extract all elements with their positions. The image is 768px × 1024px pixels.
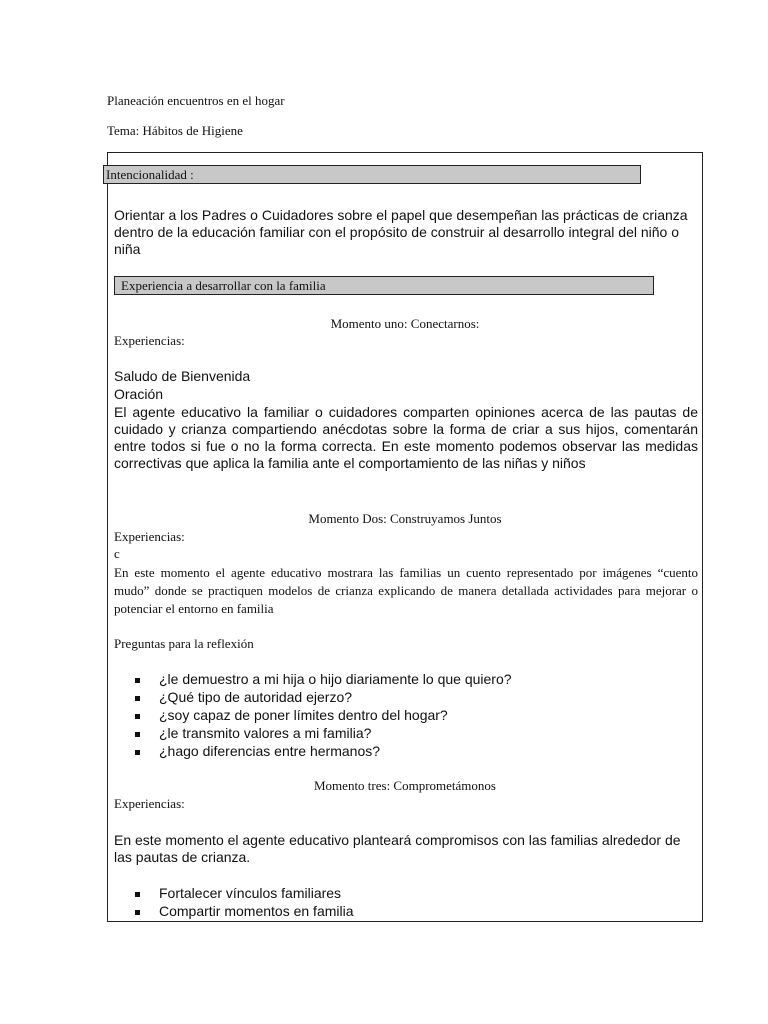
bullet-icon xyxy=(135,678,140,683)
preguntas-label: Preguntas para la reflexión xyxy=(114,636,254,651)
momento-dos-text: En este momento el agente educativo mostrara las familias un cuento representado por imágenes “cuento mudo” donde se practiquen modelos de crianza explicando de manera detallada actividades para mejorar o potenciar el entorno en familia xyxy=(114,565,698,616)
momento-tres-experiencias-label: Experiencias: xyxy=(114,796,185,811)
bullet-icon xyxy=(135,750,140,755)
bullet-icon xyxy=(135,892,140,897)
momento-uno-title: Momento uno: Conectarnos: xyxy=(330,316,480,331)
experiencia-header: Experiencia a desarrollar con la familia xyxy=(114,276,654,295)
momento-tres-text: En este momento el agente educativo planteará compromisos con las familias alrededor de las pautas de crianza. xyxy=(114,832,681,865)
intencionalidad-header: Intencionalidad : xyxy=(103,165,641,184)
intencionalidad-text: Orientar a los Padres o Cuidadores sobre el papel que desempeñan las prácticas de crianza dentro de la educación familiar con el propósito de construir al desarrollo integral del niño o niña xyxy=(114,207,688,257)
document-topic: Tema: Hábitos de Higiene xyxy=(107,123,243,138)
list-item: ¿le transmito valores a mi familia? xyxy=(114,725,698,743)
list-item: Fortalecer vínculos familiares xyxy=(114,885,698,903)
bullet-icon xyxy=(135,696,140,701)
momento-tres-title: Momento tres: Comprometámonos xyxy=(314,778,496,793)
document-title: Planeación encuentros en el hogar xyxy=(107,93,285,108)
bullet-icon xyxy=(135,910,140,915)
momento-uno-experiencias-label: Experiencias: xyxy=(114,333,185,348)
bullet-icon xyxy=(135,714,140,719)
list-item: Compartir momentos en familia xyxy=(114,903,698,921)
momento-uno-saludo: Saludo de Bienvenida xyxy=(114,368,251,384)
momento-dos-title: Momento Dos: Construyamos Juntos xyxy=(308,511,502,526)
preguntas-list xyxy=(114,671,698,761)
momento-uno-oracion: Oración xyxy=(114,386,164,402)
bullet-icon xyxy=(135,732,140,737)
list-item: ¿le demuestro a mi hija o hijo diariamente lo que quiero? xyxy=(114,671,698,689)
content-frame xyxy=(107,152,703,922)
list-item: ¿hago diferencias entre hermanos? xyxy=(114,743,698,761)
list-item: ¿Qué tipo de autoridad ejerzo? xyxy=(114,689,698,707)
compromisos-list xyxy=(114,885,698,921)
list-item: ¿soy capaz de poner límites dentro del hogar? xyxy=(114,707,698,725)
momento-dos-experiencias-label: Experiencias: xyxy=(114,529,185,544)
momento-dos-stray-char: c xyxy=(114,546,120,561)
momento-uno-text: El agente educativo la familiar o cuidadores comparten opiniones acerca de las pautas de cuidado y crianza compartiendo anécdotas sobre la forma de criar a sus hijos, comentarán entre todos si fue o no la forma correcta. En este momento podemos observar las medidas correctivas que aplica la familia ante el comportamiento de las niñas y niños xyxy=(114,404,698,471)
